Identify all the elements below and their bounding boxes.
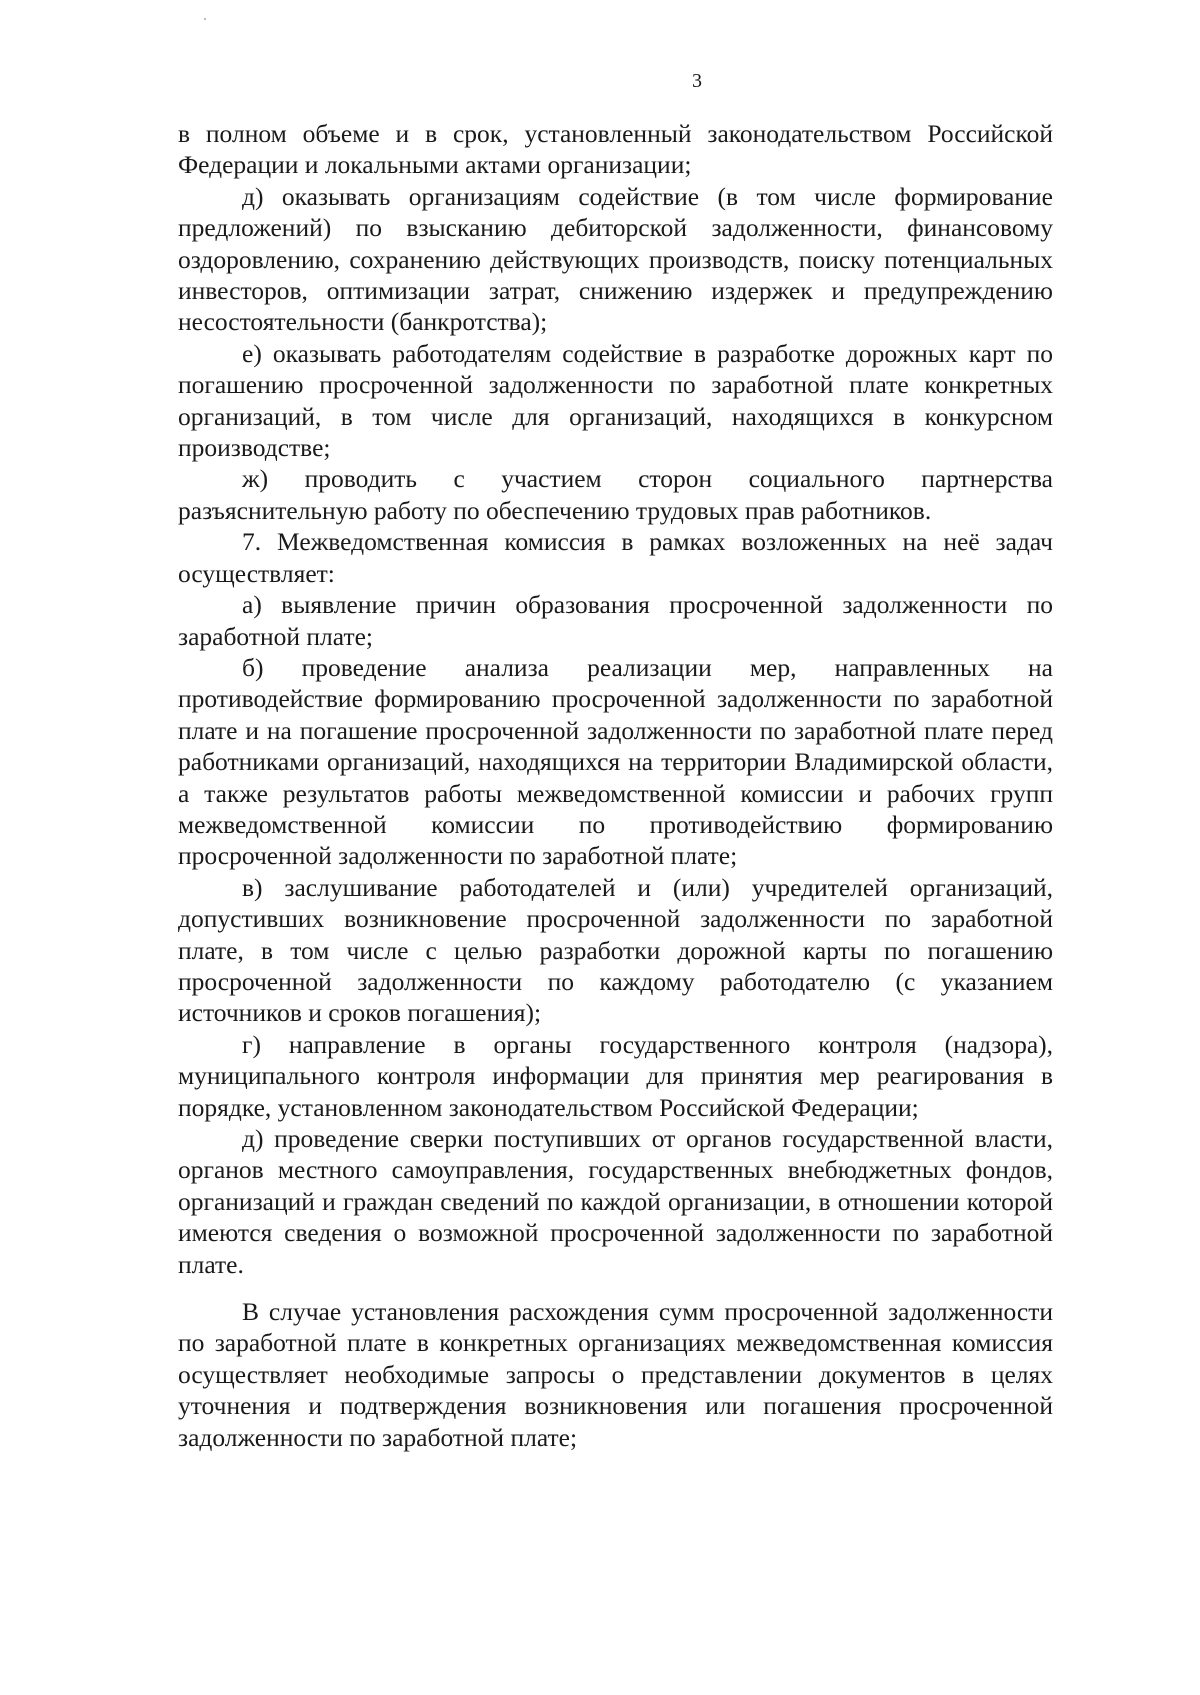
paragraph-item-e: е) оказывать работодателям содействие в разработке дорожных карт по погашению просроченной задолженности по заработной плате конкретных организаций, в том числе для организаций, находящихся в конкурсном производстве; — [178, 338, 1053, 463]
paragraph-discrepancy: В случае установления расхождения сумм просроченной задолженности по заработной плате в конкретных организациях межведомственная комиссия осуществляет необходимые запросы о представлении документов в целях уточнения и подтверждения возникновения или погашения просроченной задолженности по заработной плате; — [178, 1297, 1053, 1452]
paragraph-item-g: г) направление в органы государственного контроля (надзора), муниципального контроля информации для принятия мер реагирования в порядке, установленном законодательством Российской Федерации; — [178, 1029, 1053, 1122]
page-number: 3 — [692, 70, 702, 92]
document-body — [178, 118, 1053, 1453]
paragraph-section-7: 7. Межведомственная комиссия в рамках возложенных на неё задач осуществляет: — [178, 527, 1053, 588]
paragraph-item-d2: д) проведение сверки поступивших от органов государственной власти, органов местного самоуправления, государственных внебюджетных фондов, организаций и граждан сведений по каждой организации, в отношении которой имеются сведения о возможной просроченной задолженности по заработной плате. — [178, 1124, 1053, 1279]
scan-speck — [204, 18, 206, 20]
paragraph-item-b: б) проведение анализа реализации мер, направленных на противодействие формированию просроченной задолженности по заработной плате и на погашение просроченной задолженности по заработной плате перед работниками организаций, находящихся на территории Владимирской области, а также результатов работы межведомственной комиссии и рабочих групп межведомственной комиссии по противодействию формированию просроченной задолженности по заработной плате; — [178, 652, 1053, 871]
paragraph-continuation: в полном объеме и в срок, установленный законодательством Российской Федерации и локальными актами организации; — [178, 119, 1053, 180]
paragraph-item-a: а) выявление причин образования просроченной задолженности по заработной плате; — [178, 590, 1053, 651]
paragraph-item-zh: ж) проводить с участием сторон социального партнерства разъяснительную работу по обеспечению трудовых прав работников. — [178, 464, 1053, 525]
paragraph-item-v: в) заслушивание работодателей и (или) учредителей организаций, допустивших возникновение просроченной задолженности по заработной плате, в том числе с целью разработки дорожной карты по погашению просроченной задолженности по каждому работодателю (с указанием источников и сроков погашения); — [178, 872, 1053, 1028]
paragraph-item-d: д) оказывать организациям содействие (в том числе формирование предложений) по взысканию дебиторской задолженности, финансовому оздоровлению, сохранению действующих производств, поиску потенциальных инвесторов, оптимизации затрат, снижению издержек и предупреждению несостоятельности (банкротства); — [178, 181, 1053, 337]
